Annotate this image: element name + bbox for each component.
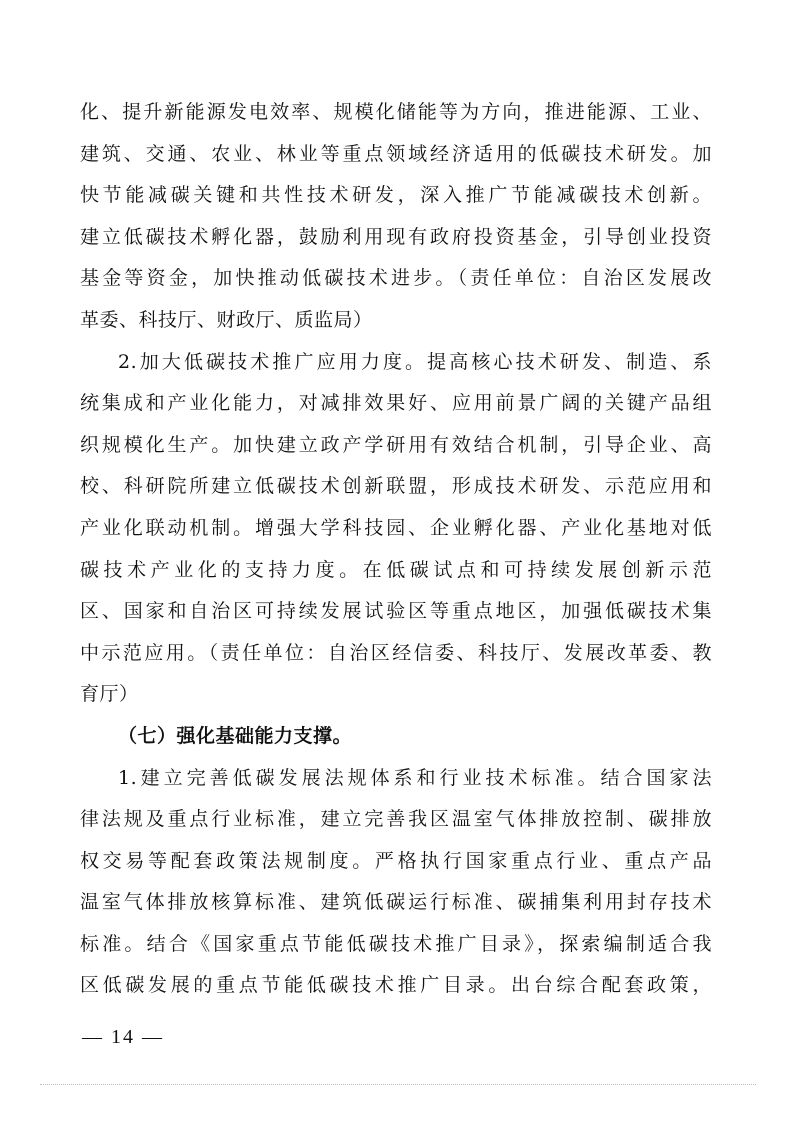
text-line: 2.加大低碳技术推广应用力度。提高核心技术研发、制造、系 bbox=[118, 350, 712, 373]
paragraph-3 bbox=[80, 758, 712, 1008]
section-heading: （七）强化基础能力支撑。 bbox=[118, 724, 353, 747]
text-line: 统集成和产业化能力，对减排效果好、应用前景广阔的关键产品组 bbox=[80, 392, 712, 415]
text-line: 律法规及重点行业标准，建立完善我区温室气体排放控制、碳排放 bbox=[80, 808, 712, 831]
page-divider bbox=[40, 1084, 756, 1085]
text-line: 区低碳发展的重点节能低碳技术推广目录。出台综合配套政策， bbox=[80, 974, 712, 997]
text-line: 区、国家和自治区可持续发展试验区等重点地区，加强低碳技术集 bbox=[80, 600, 712, 623]
text-line: 建立低碳技术孵化器，鼓励利用现有政府投资基金，引导创业投资 bbox=[80, 225, 712, 248]
text-line: 校、科研院所建立低碳技术创新联盟，形成技术研发、示范应用和 bbox=[80, 475, 712, 498]
text-line: 1.建立完善低碳发展法规体系和行业技术标准。结合国家法 bbox=[118, 766, 712, 789]
page-number: — 14 — bbox=[82, 1026, 164, 1048]
text-line: 建筑、交通、农业、林业等重点领域经济适用的低碳技术研发。加 bbox=[80, 142, 712, 165]
text-line: 育厅） bbox=[80, 683, 139, 706]
text-line: 产业化联动机制。增强大学科技园、企业孵化器、产业化基地对低 bbox=[80, 516, 712, 539]
text-line: 化、提升新能源发电效率、规模化储能等为方向，推进能源、工业、 bbox=[80, 101, 712, 123]
text-line: 快节能减碳关键和共性技术研发，深入推广节能减碳技术创新。 bbox=[80, 184, 712, 207]
paragraph-1 bbox=[80, 92, 712, 342]
text-line: 标准。结合《国家重点节能低碳技术推广目录》，探索编制适合我 bbox=[80, 932, 712, 955]
text-line: 权交易等配套政策法规制度。严格执行国家重点行业、重点产品 bbox=[80, 849, 712, 872]
text-line: 基金等资金，加快推动低碳技术进步。（责任单位：自治区发展改 bbox=[80, 267, 712, 290]
paragraph-2 bbox=[80, 342, 712, 716]
text-line: 碳技术产业化的支持力度。在低碳试点和可持续发展创新示范 bbox=[80, 558, 712, 581]
text-line: 中示范应用。（责任单位：自治区经信委、科技厅、发展改革委、教 bbox=[80, 641, 712, 664]
text-line: 革委、科技厅、财政厅、质监局） bbox=[80, 308, 373, 331]
document-body bbox=[80, 92, 712, 1007]
text-line: 织规模化生产。加快建立政产学研用有效结合机制，引导企业、高 bbox=[80, 433, 712, 456]
text-line: 温室气体排放核算标准、建筑低碳运行标准、碳捕集利用封存技术 bbox=[80, 891, 712, 914]
